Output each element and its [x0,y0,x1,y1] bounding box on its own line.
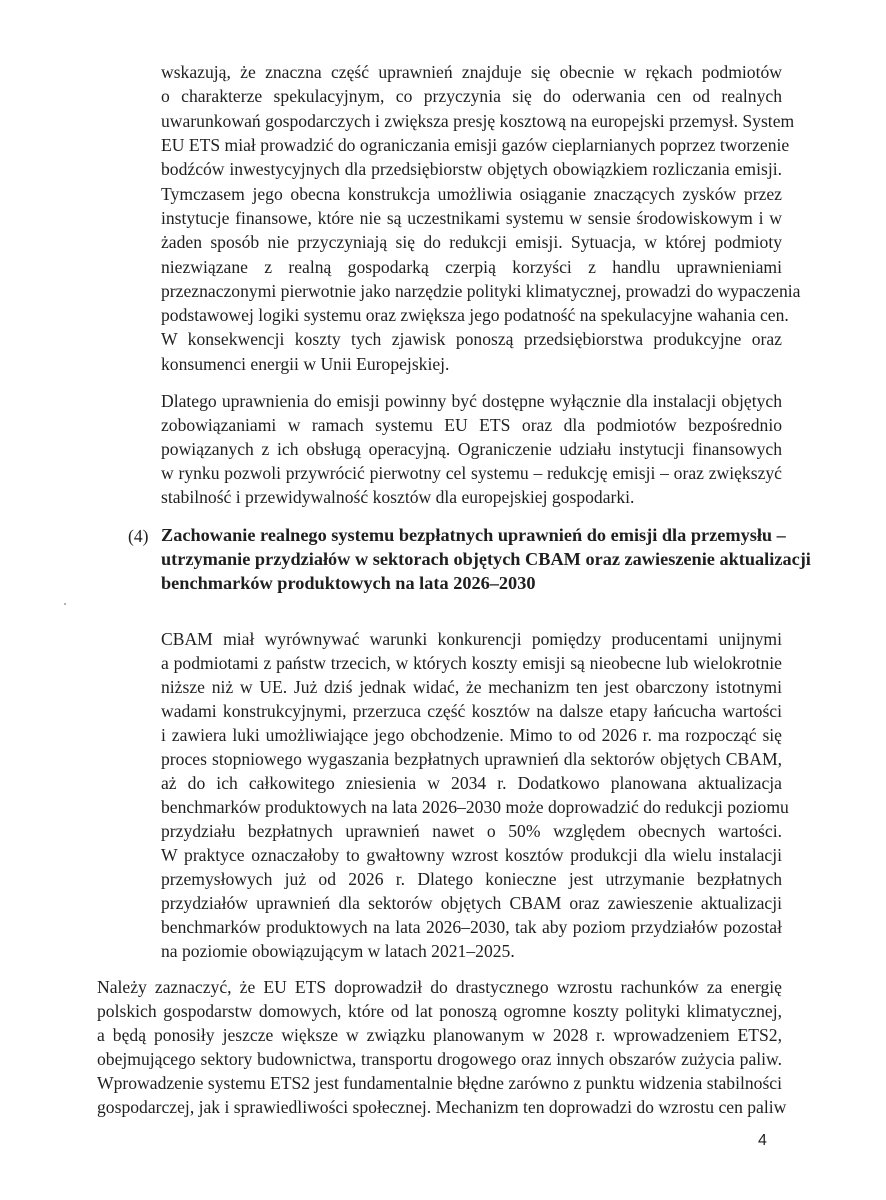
paragraph-line: zobowiązaniami w ramach systemu EU ETS oraz dla podmiotów bezpośrednio [161,415,782,435]
heading-line: benchmarków produktowych na lata 2026–2030 [161,573,536,593]
paragraph-line: przemysłowych już od 2026 r. Dlatego konieczne jest utrzymanie bezpłatnych [161,869,782,889]
paragraph-line: powiązanych z ich obsługą operacyjną. Ograniczenie udziału instytucji finansowych [161,439,782,459]
paragraph-line: CBAM miał wyrównywać warunki konkurencji pomiędzy producentami unijnymi [161,629,782,649]
paragraph-line: EU ETS miał prowadzić do ograniczania emisji gazów cieplarnianych poprzez tworzenie [161,135,790,155]
paragraph-line: Należy zaznaczyć, że EU ETS doprowadził do drastycznego wzrostu rachunków za energię [97,977,782,997]
paragraph-line: podstawowej logiki systemu oraz zwiększa jego podatność na spekulacyjne wahania cen. [161,305,789,325]
paragraph-line: obejmującego sektory budownictwa, transportu drogowego oraz innych obszarów zużycia paliw. [97,1049,782,1069]
paragraph-line: Tymczasem jego obecna konstrukcja umożliwia osiąganie znaczących zysków przez [161,184,782,204]
paragraph-line: niższe niż w UE. Już dziś jednak widać, że mechanizm ten jest obarczony istotnymi [161,677,782,697]
paragraph-line: gospodarczej, jak i sprawiedliwości społecznej. Mechanizm ten doprowadzi do wzrostu cen paliw [97,1097,787,1117]
paragraph-line: benchmarków produktowych na lata 2026–2030 może doprowadzić do redukcji poziomu [161,797,789,817]
paragraph-line: instytucje finansowe, które nie są uczestnikami systemu w sensie środowiskowym i w [161,208,782,228]
paragraph-line: niezwiązane z realną gospodarką czerpią korzyści z handlu uprawnieniami [161,257,782,277]
paragraph-line: żaden sposób nie przyczyniają się do redukcji emisji. Sytuacja, w której podmioty [161,232,782,252]
paragraph-line: Wprowadzenie systemu ETS2 jest fundamentalnie błędne zarówno z punktu widzenia stabilności [97,1073,782,1093]
paragraph-line: wskazują, że znaczna część uprawnień znajduje się obecnie w rękach podmiotów [161,62,782,82]
page-number: 4 [758,1132,767,1149]
paragraph-line: W praktyce oznaczałoby to gwałtowny wzrost kosztów produkcji dla wielu instalacji [161,845,782,865]
paragraph-line: polskich gospodarstw domowych, które od lat ponoszą ogromne koszty polityki klimatycznej, [97,1001,782,1021]
paragraph-line: na poziomie obowiązującym w latach 2021–2025. [161,941,515,961]
heading-line: Zachowanie realnego systemu bezpłatnych uprawnień do emisji dla przemysłu – [161,525,786,545]
section-number: (4) [128,526,149,546]
paragraph-line: w rynku pozwoli przywrócić pierwotny cel systemu – redukcję emisji – oraz zwiększyć [161,463,782,483]
paragraph-line: aż do ich całkowitego zniesienia w 2034 r. Dodatkowo planowana aktualizacja [161,773,782,793]
paragraph-line: bodźców inwestycyjnych dla przedsiębiorstw objętych obowiązkiem rozliczania emisji. [161,159,782,179]
paragraph-line: W konsekwencji koszty tych zjawisk ponoszą przedsiębiorstwa produkcyjne oraz [161,329,782,349]
paragraph-line: a będą ponosiły jeszcze większe w związku planowanym w 2028 r. wprowadzeniem ETS2, [97,1025,782,1045]
paragraph-line: uwarunkowań gospodarczych i zwiększa presję kosztową na europejski przemysł. System [161,111,795,131]
paragraph-line: benchmarków produktowych na lata 2026–2030, tak aby poziom przydziałów pozostał [161,917,782,937]
paragraph-line: stabilność i przewidywalność kosztów dla europejskiej gospodarki. [161,487,635,507]
heading-line: utrzymanie przydziałów w sektorach objętych CBAM oraz zawieszenie aktualizacji [161,549,811,569]
paragraph-line: a podmiotami z państw trzecich, w których koszty emisji są nieobecne lub wielokrotnie [161,653,782,673]
paragraph-line: wadami konstrukcyjnymi, przerzuca część kosztów na dalsze etapy łańcucha wartości [161,701,782,721]
paragraph-line: konsumenci energii w Unii Europejskiej. [161,354,450,374]
paragraph-line: o charakterze spekulacyjnym, co przyczynia się do oderwania cen od realnych [161,86,782,106]
paragraph-line: przydziału bezpłatnych uprawnień nawet o 50% względem obecnych wartości. [161,821,782,841]
scan-speck [64,603,66,605]
paragraph-line: Dlatego uprawnienia do emisji powinny być dostępne wyłącznie dla instalacji objętych [161,391,782,411]
paragraph-line: i zawiera luki umożliwiające jego obchodzenie. Mimo to od 2026 r. ma rozpocząć się [161,725,782,745]
paragraph-line: proces stopniowego wygaszania bezpłatnych uprawnień dla sektorów objętych CBAM, [161,749,782,769]
paragraph-line: przeznaczonymi pierwotnie jako narzędzie polityki klimatycznej, prowadzi do wypaczenia [161,281,801,301]
paragraph-line: przydziałów uprawnień dla sektorów objętych CBAM oraz zawieszenie aktualizacji [161,893,782,913]
